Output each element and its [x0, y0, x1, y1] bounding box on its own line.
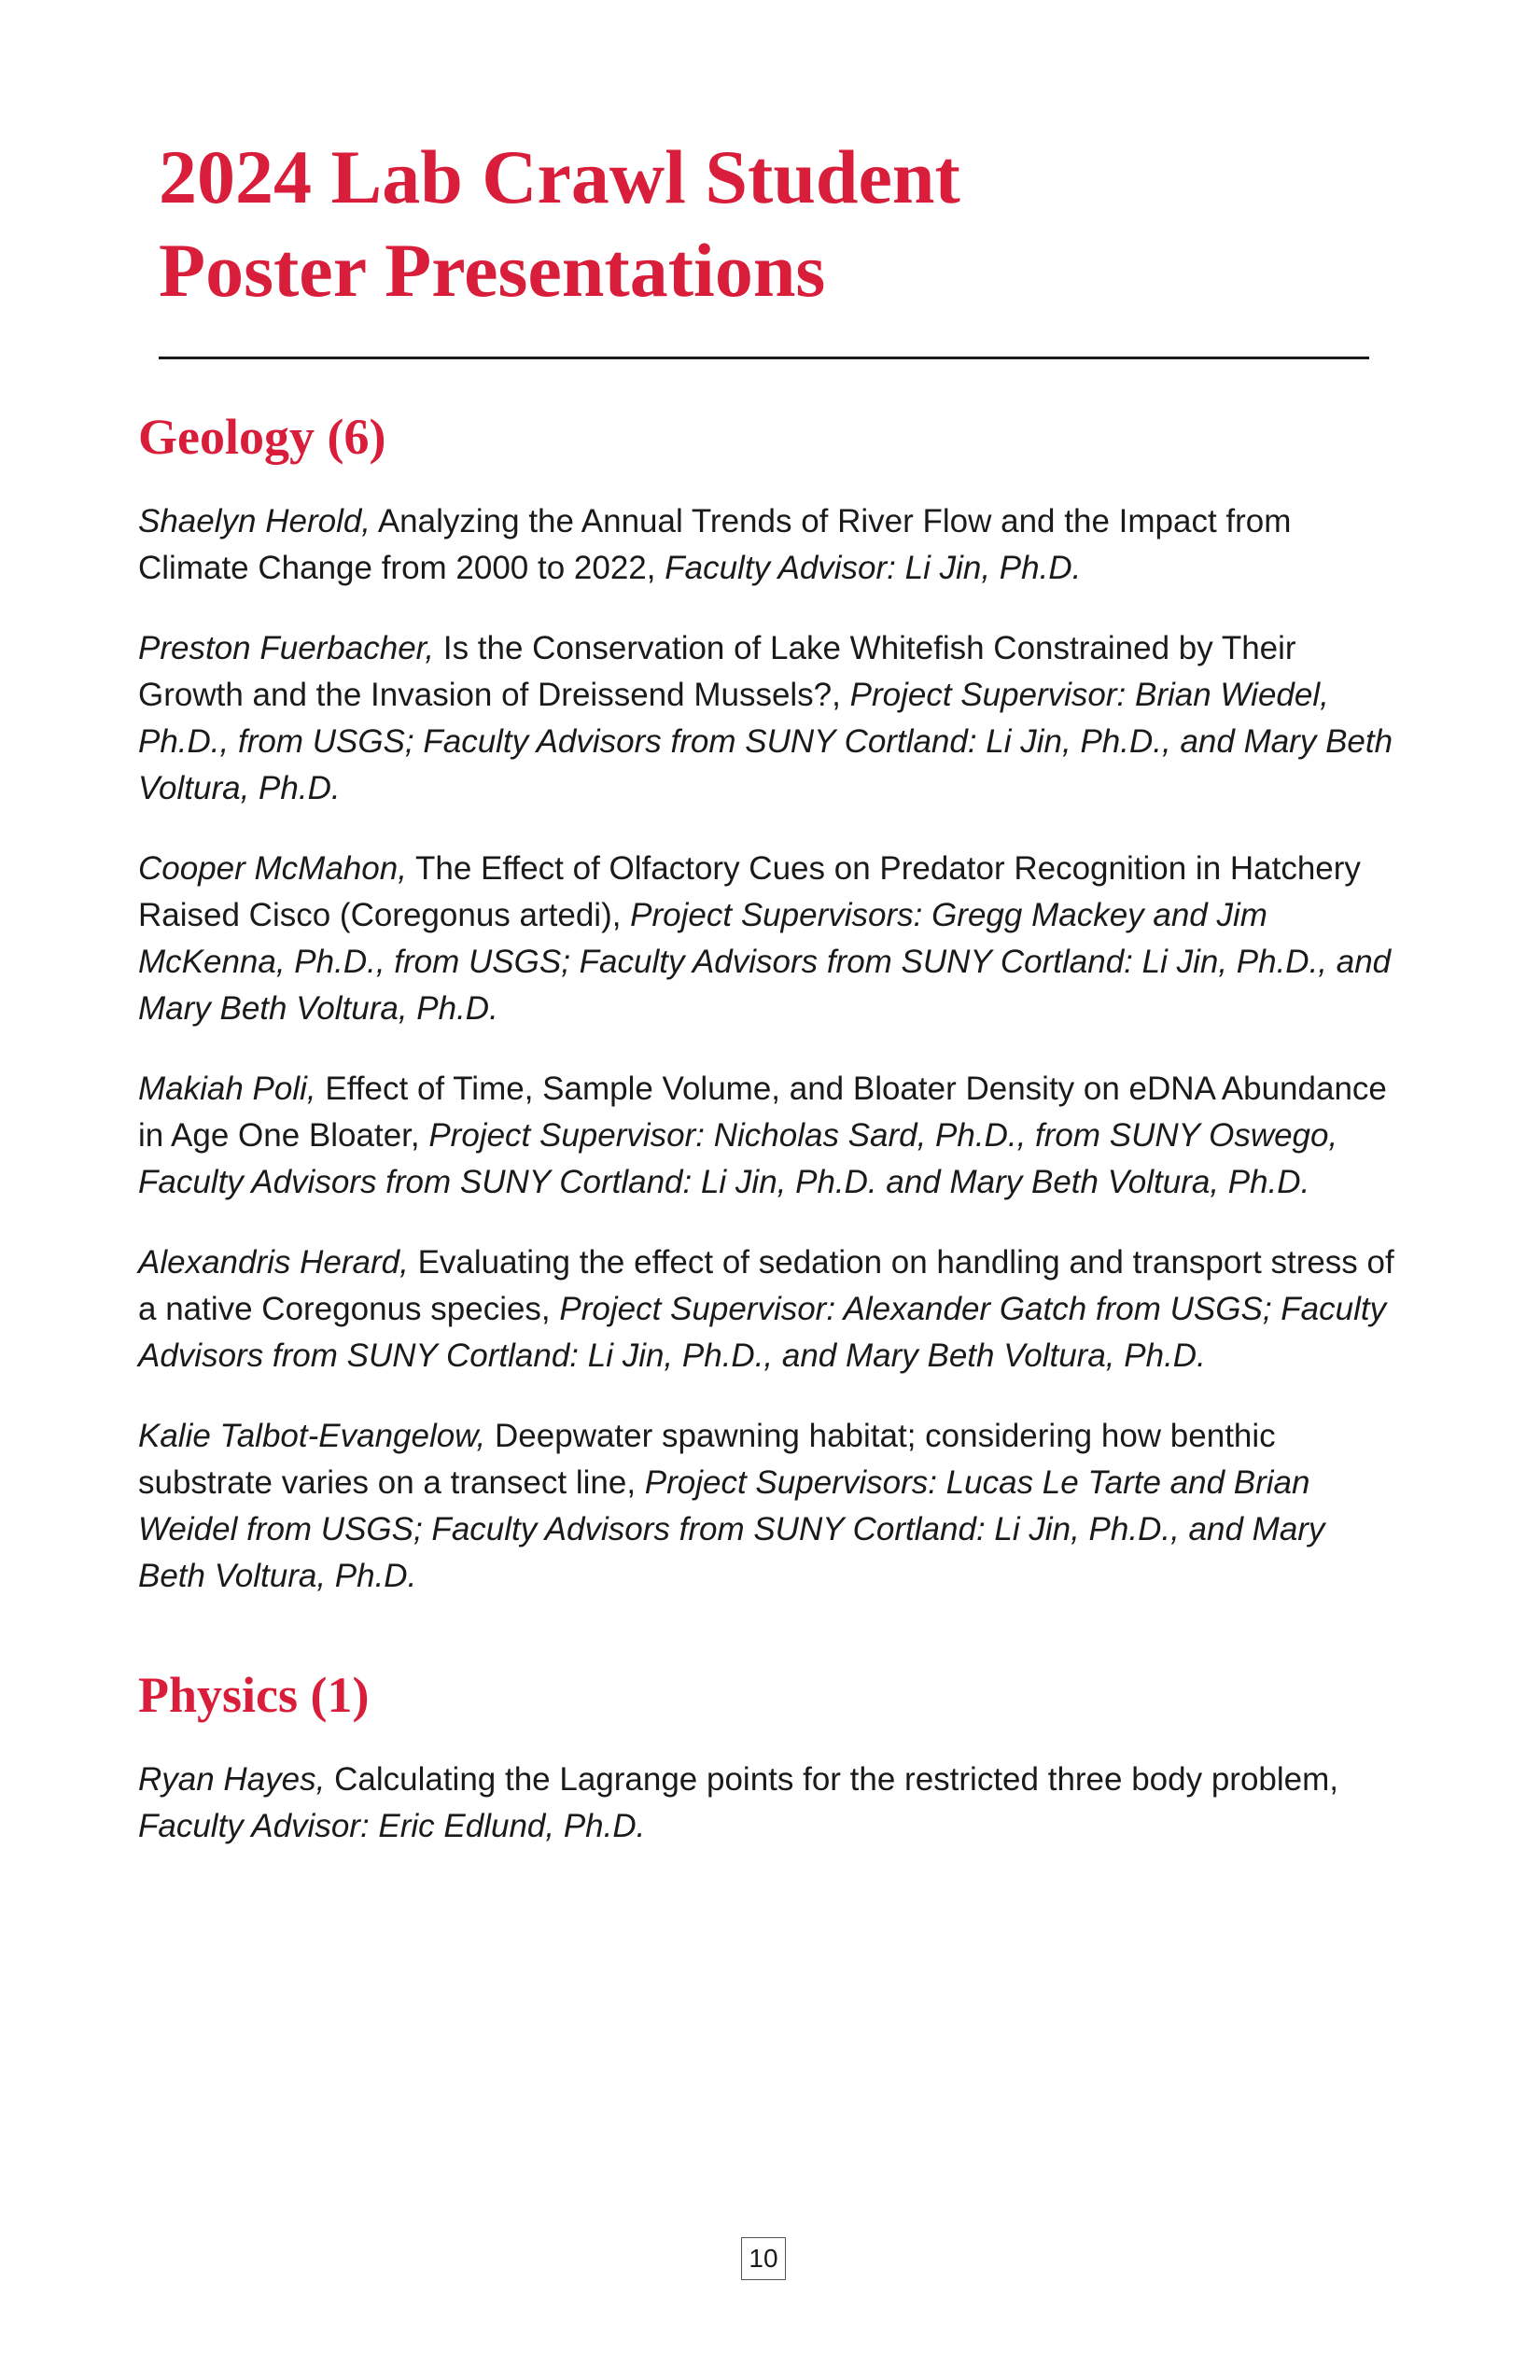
advisor-info: Project Supervisors: Lucas Le Tarte and Brian Weidel from USGS; Faculty Advisors from SUNY Cortland: Li Jin, Ph.D., and Mary Beth Voltura, Ph.D. — [138, 1464, 1325, 1594]
section-heading: Geology (6) — [138, 409, 386, 465]
student-name: Cooper McMahon, — [138, 850, 407, 887]
section-geology — [138, 403, 1398, 1600]
section-physics — [138, 1661, 1398, 1850]
poster-list — [138, 403, 1398, 1883]
poster-entry — [138, 846, 1398, 1032]
page-title-line-2: Poster Presentations — [159, 228, 826, 313]
page-title — [159, 131, 1372, 317]
advisor-info: Project Supervisor: Nicholas Sard, Ph.D., from SUNY Oswego, Faculty Advisors from SUNY Cortland: Li Jin, Ph.D. and Mary Beth Voltura, Ph.D. — [138, 1117, 1338, 1200]
title-divider — [159, 357, 1369, 359]
poster-entry — [138, 625, 1398, 812]
page-number: 10 — [741, 2237, 786, 2280]
poster-title: Deepwater spawning habitat; considering how benthic substrate varies on a transect line, — [138, 1418, 1276, 1501]
poster-entry — [138, 1757, 1398, 1850]
poster-entry — [138, 1066, 1398, 1206]
poster-entry — [138, 498, 1398, 592]
poster-title: Calculating the Lagrange points for the restricted three body problem, — [325, 1761, 1339, 1798]
advisor-info: Project Supervisor: Brian Wiedel, Ph.D., from USGS; Faculty Advisors from SUNY Cortland: Li Jin, Ph.D., and Mary Beth Voltura, Ph.D. — [138, 677, 1393, 806]
student-name: Kalie Talbot-Evangelow, — [138, 1418, 486, 1454]
student-name: Alexandris Herard, — [138, 1244, 409, 1281]
student-name: Preston Fuerbacher, — [138, 630, 435, 666]
poster-title: Analyzing the Annual Trends of River Flow and the Impact from Climate Change from 2000 to 2022, — [138, 503, 1292, 586]
advisor-info: Project Supervisors: Gregg Mackey and Jim McKenna, Ph.D., from USGS; Faculty Advisors from SUNY Cortland: Li Jin, Ph.D., and Mary Beth Voltura, Ph.D. — [138, 897, 1392, 1027]
poster-title: Effect of Time, Sample Volume, and Bloater Density on eDNA Abundance in Age One Bloater, — [138, 1071, 1387, 1154]
page-title-line-1: 2024 Lab Crawl Student — [159, 134, 960, 219]
advisor-info: Faculty Advisor: Li Jin, Ph.D. — [665, 550, 1082, 586]
advisor-info: Project Supervisor: Alexander Gatch from USGS; Faculty Advisors from SUNY Cortland: Li Jin, Ph.D., and Mary Beth Voltura, Ph.D. — [138, 1291, 1387, 1374]
poster-entry — [138, 1413, 1398, 1600]
poster-title: The Effect of Olfactory Cues on Predator Recognition in Hatchery Raised Cisco (Coregonus artedi), — [138, 850, 1361, 933]
student-name: Shaelyn Herold, — [138, 503, 371, 539]
advisor-info: Faculty Advisor: Eric Edlund, Ph.D. — [138, 1808, 646, 1844]
student-name: Ryan Hayes, — [138, 1761, 326, 1798]
section-heading: Physics (1) — [138, 1667, 370, 1723]
poster-title: Evaluating the effect of sedation on handling and transport stress of a native Coregonus species, — [138, 1244, 1394, 1327]
poster-entry — [138, 1239, 1398, 1379]
poster-title: Is the Conservation of Lake Whitefish Constrained by Their Growth and the Invasion of Dreissend Mussels?, — [138, 630, 1296, 713]
student-name: Makiah Poli, — [138, 1071, 316, 1107]
